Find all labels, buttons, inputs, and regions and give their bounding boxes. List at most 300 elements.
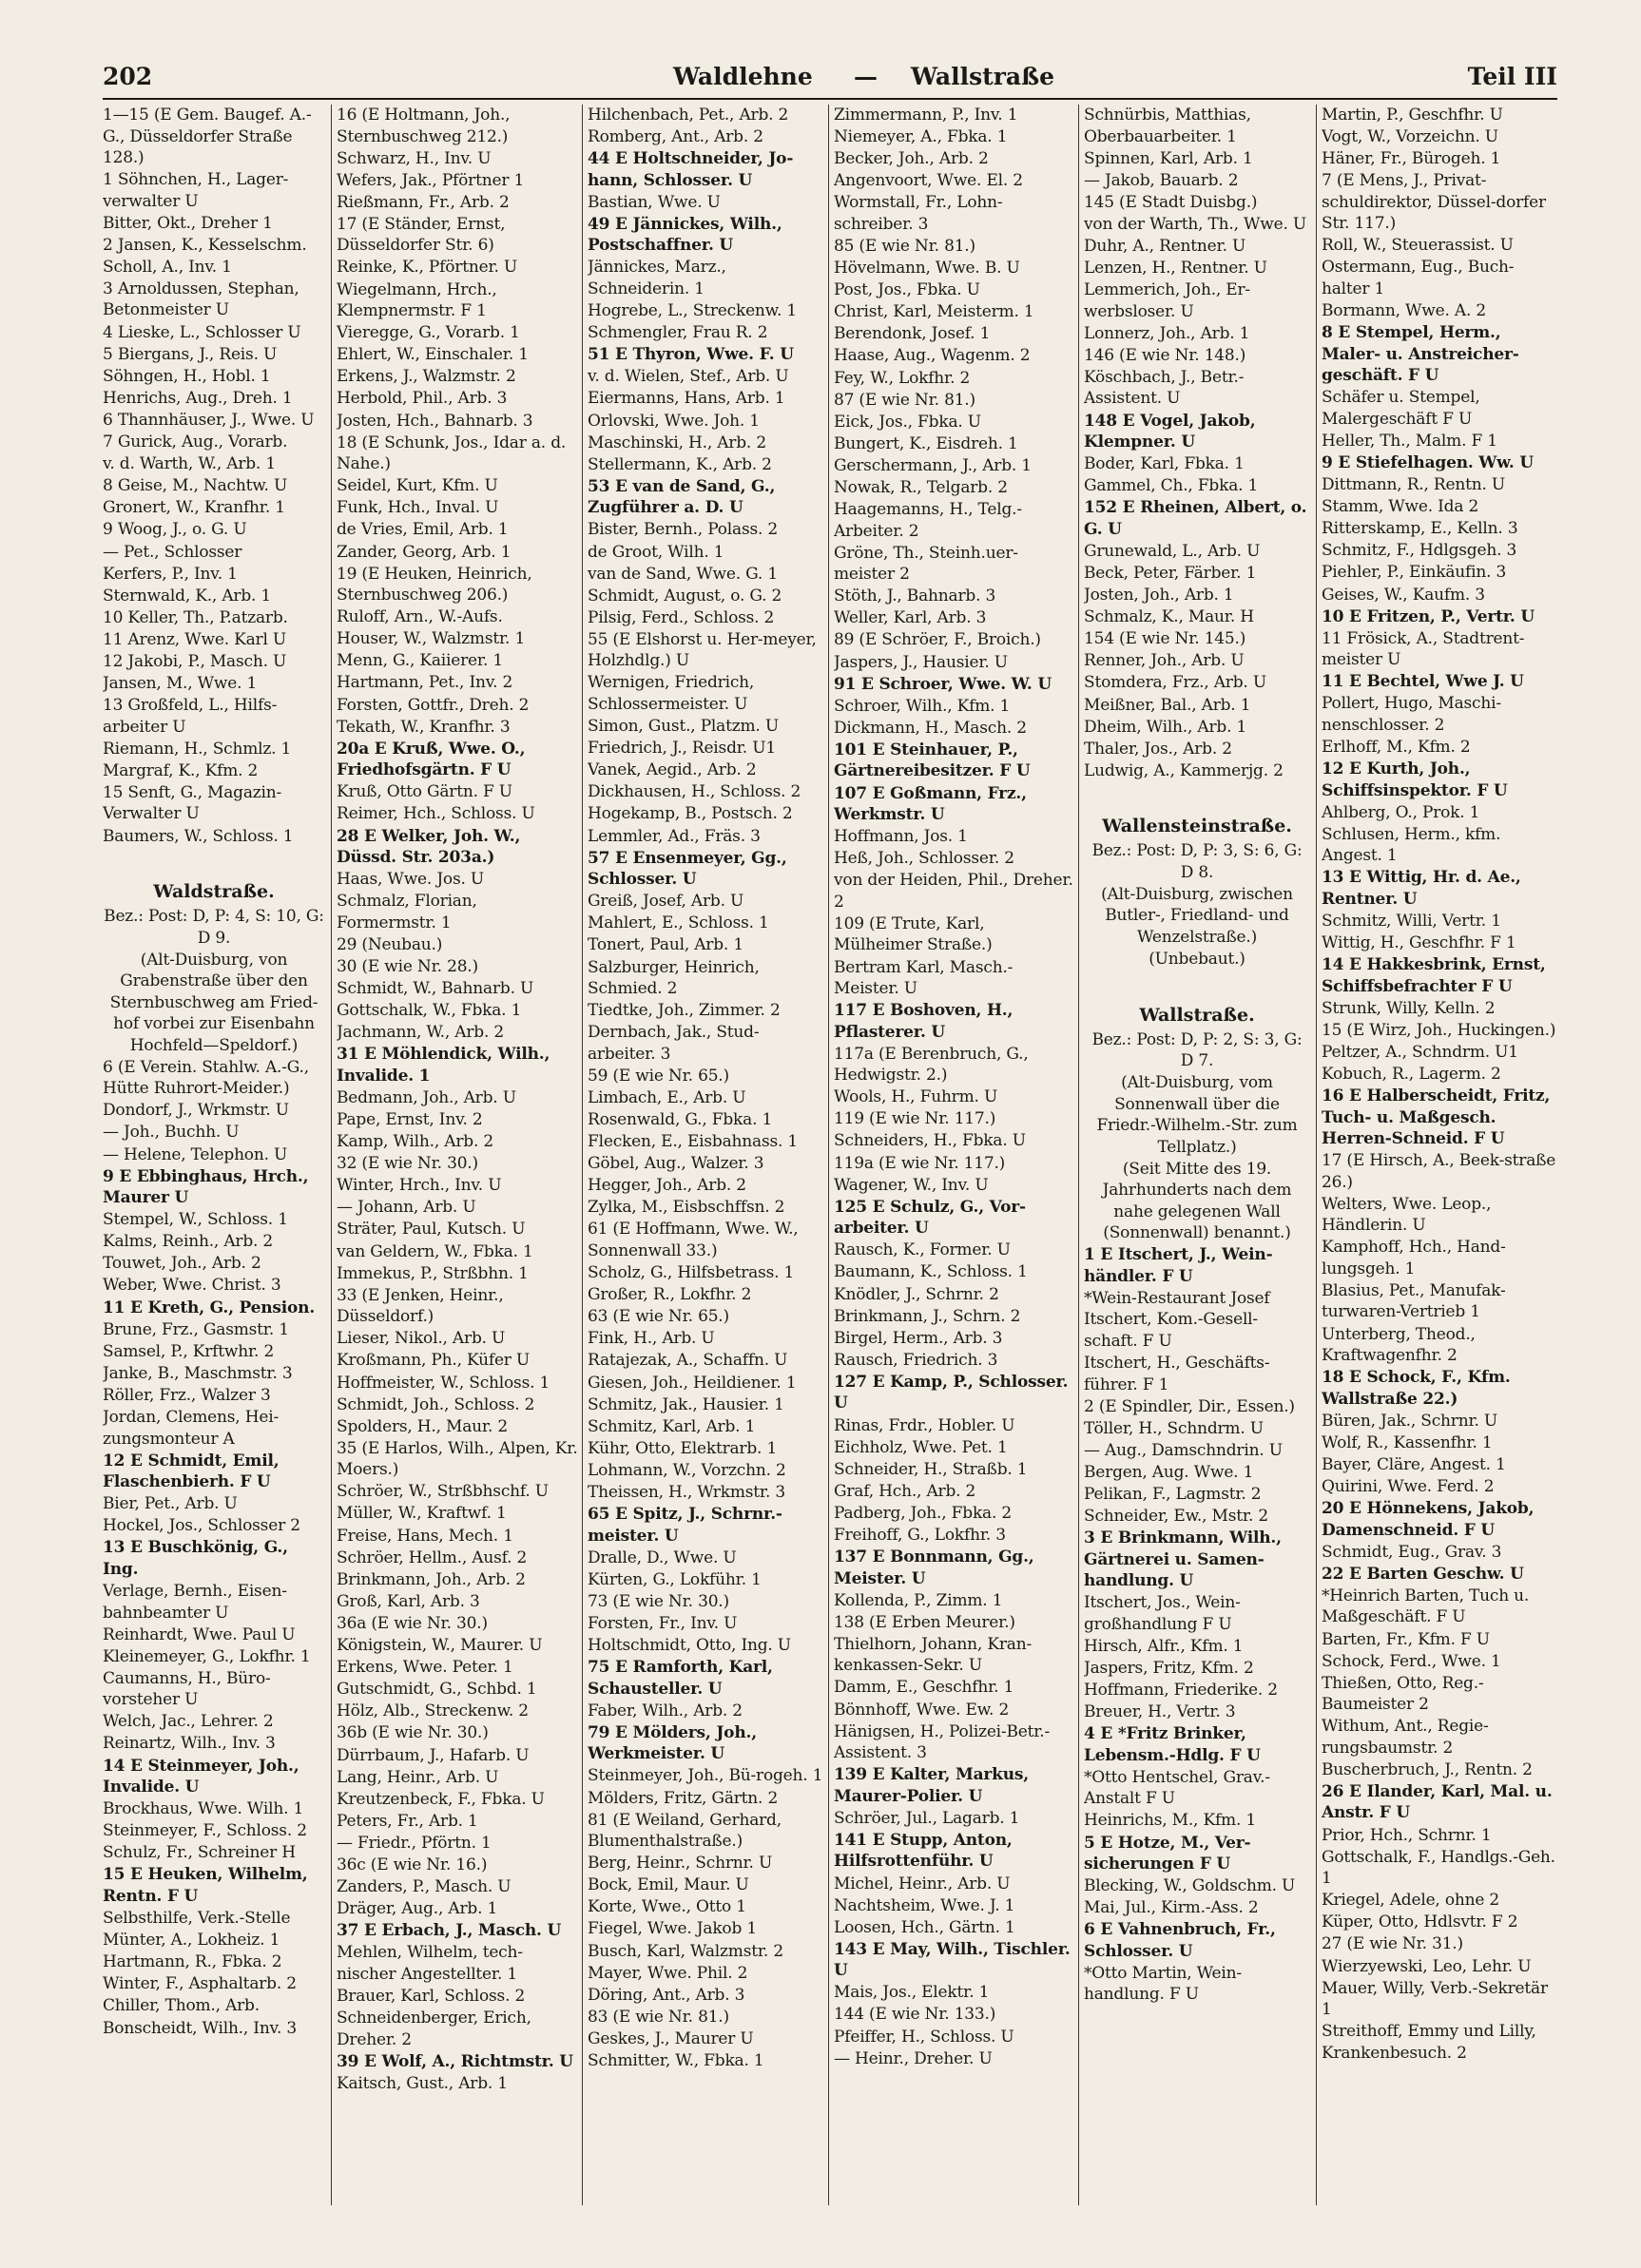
directory-entry: Hövelmann, Wwe. B. U <box>834 259 1020 279</box>
directory-entry: Quirini, Wwe. Ferd. 2 <box>1322 1477 1495 1497</box>
directory-entry: Pfeiffer, H., Schloss. U <box>834 2027 1014 2047</box>
directory-entry: Rausch, Friedrich. 3 <box>834 1350 998 1370</box>
directory-entry: Lohmann, W., Vorzchn. 2 <box>588 1460 786 1480</box>
directory-entry: Kürten, G., Lokführ. 1 <box>588 1569 762 1589</box>
directory-entry: Lenzen, H., Rentner. U <box>1084 259 1267 279</box>
directory-entry: 2 (E Spindler, Dir., Essen.) <box>1084 1396 1295 1416</box>
directory-entry: Mauer, Willy, Verb.-Sekretär 1 <box>1322 1978 1548 2020</box>
directory-entry: 15 (E Wirz, Joh., Huckingen.) <box>1322 1020 1556 1040</box>
running-head-left: Waldlehne <box>673 63 813 90</box>
directory-entry: Salzburger, Heinrich, Schmied. 2 <box>588 957 760 998</box>
directory-entry: Freihoff, G., Lokfhr. 3 <box>834 1525 1006 1545</box>
directory-entry: Fiegel, Wwe. Jakob 1 <box>588 1919 757 1939</box>
directory-entry: Spolders, H., Maur. 2 <box>337 1416 509 1436</box>
directory-entry: — Helene, Telephon. U <box>103 1144 288 1164</box>
directory-entry: 22 E Barten Geschw. U <box>1322 1564 1524 1584</box>
directory-entry: Baumann, K., Schloss. 1 <box>834 1262 1028 1282</box>
directory-entry: Heinrichs, M., Kfm. 1 <box>1084 1811 1256 1831</box>
directory-column-5 <box>1084 105 1310 2205</box>
directory-entry: 51 E Thyron, Wwe. F. U <box>588 345 794 365</box>
directory-entry: Pollert, Hugo, Maschi-nenschlosser. 2 <box>1322 694 1501 735</box>
directory-entry: Gerschermann, J., Arb. 1 <box>834 455 1032 475</box>
directory-entry: Fey, W., Lokfhr. 2 <box>834 368 971 388</box>
directory-entry: Hoffmann, Friederike. 2 <box>1084 1681 1278 1701</box>
street-description: (Alt-Duisburg, vom Sonnenwall über die Friedr.-Wilhelm.-Str. zum Tellplatz.) <box>1096 1073 1298 1157</box>
directory-entry: Schmitter, W., Fbka. 1 <box>588 2051 764 2071</box>
directory-entry: Sträter, Paul, Kutsch. U <box>337 1220 526 1240</box>
directory-entry: 36a (E wie Nr. 30.) <box>337 1613 488 1633</box>
directory-entry: Tekath, W., Kranfhr. 3 <box>337 717 511 737</box>
directory-entry: Hartmann, Pet., Inv. 2 <box>337 673 513 693</box>
directory-column-2 <box>337 105 578 2205</box>
directory-entry: Wormstall, Fr., Lohn-schreiber. 3 <box>834 193 1003 234</box>
directory-entry: 5 E Hotze, M., Ver-sicherungen F U <box>1084 1833 1251 1874</box>
directory-entry: Romberg, Ant., Arb. 2 <box>588 127 763 147</box>
directory-entry: 8 Geise, M., Nachtw. U <box>103 476 288 496</box>
directory-entry: Josten, Hch., Bahnarb. 3 <box>337 411 533 431</box>
directory-entry: 8 E Stempel, Herm., Maler- u. Anstreicher-geschäft. F U <box>1322 323 1519 386</box>
directory-entry: Flecken, E., Eisbahnass. 1 <box>588 1132 799 1152</box>
directory-entry: 145 (E Stadt Duisbg.) <box>1084 192 1258 212</box>
directory-entry: 148 E Vogel, Jakob, Klempner. U <box>1084 411 1256 452</box>
directory-entry: Müller, W., Kraftwf. 1 <box>337 1504 507 1524</box>
directory-entry: Houser, W., Walzmstr. 1 <box>337 629 526 649</box>
directory-entry: Lemmler, Ad., Fräs. 3 <box>588 826 761 846</box>
directory-entry: Röller, Frz., Walzer 3 <box>103 1385 271 1405</box>
directory-entry: 2 Jansen, K., Kesselschm. <box>103 235 307 255</box>
directory-entry: 137 E Bonnmann, Gg., Meister. U <box>834 1547 1034 1588</box>
directory-entry: Gutschmidt, G., Schbd. 1 <box>337 1680 537 1700</box>
directory-entry: Wierzyewski, Leo, Lehr. U <box>1322 1956 1532 1976</box>
directory-entry: Münter, A., Lokheiz. 1 <box>103 1931 280 1951</box>
directory-entry: 107 E Goßmann, Frz., Werkmstr. U <box>834 783 1027 825</box>
directory-entry: — Pet., Schlosser <box>103 542 242 562</box>
directory-entry: van de Sand, Wwe. G. 1 <box>588 564 778 584</box>
directory-entry: Dheim, Wilh., Arb. 1 <box>1084 717 1247 737</box>
column-divider <box>828 105 829 2205</box>
directory-entry: Post, Jos., Fbka. U <box>834 280 980 300</box>
directory-entry: Eiermanns, Hans, Arb. 1 <box>588 389 785 409</box>
directory-entry: Niemeyer, A., Fbka. 1 <box>834 127 1008 147</box>
directory-entry: 63 (E wie Nr. 65.) <box>588 1307 729 1327</box>
directory-entry: Kobuch, R., Lagerm. 2 <box>1322 1065 1501 1084</box>
directory-entry: 37 E Erbach, J., Masch. U <box>337 1921 562 1941</box>
directory-entry: 154 (E wie Nr. 145.) <box>1084 629 1246 649</box>
directory-entry: 7 Gurick, Aug., Vorarb. <box>103 432 288 452</box>
directory-entry: Schwarz, H., Inv. U <box>337 148 492 168</box>
directory-entry: Tiedtke, Joh., Zimmer. 2 <box>588 1001 781 1021</box>
directory-entry: 33 (E Jenken, Heinr., Düsseldorf.) <box>337 1285 504 1327</box>
directory-entry: Margraf, K., Kfm. 2 <box>103 760 259 780</box>
directory-entry: Ostermann, Eug., Buch-halter 1 <box>1322 258 1515 298</box>
directory-entry: Immekus, P., Strßbhn. 1 <box>337 1263 529 1283</box>
directory-entry: Thaler, Jos., Arb. 2 <box>1084 739 1232 759</box>
directory-entry: *Wein-Restaurant Josef Itschert, Kom.-Gesell-schaft. F U <box>1084 1288 1270 1351</box>
directory-entry: Kerfers, P., Inv. 1 <box>103 564 238 584</box>
directory-entry: Samsel, P., Krftwhr. 2 <box>103 1341 275 1361</box>
directory-entry: Schmitz, Karl, Arb. 1 <box>588 1416 756 1436</box>
directory-entry: Köschbach, J., Betr.-Assistent. U <box>1084 367 1245 409</box>
directory-entry: Fink, H., Arb. U <box>588 1329 715 1349</box>
directory-entry: Theissen, H., Wrkmstr. 3 <box>588 1482 785 1502</box>
directory-entry: Breuer, H., Vertr. 3 <box>1084 1702 1236 1722</box>
directory-entry: Gammel, Ch., Fbka. 1 <box>1084 476 1259 496</box>
directory-entry: Erkens, J., Walzmstr. 2 <box>337 367 516 387</box>
directory-entry: Itschert, H., Geschäfts-führer. F 1 <box>1084 1354 1270 1394</box>
directory-entry: Hoffmann, Jos. 1 <box>834 827 968 847</box>
directory-entry: Boder, Karl, Fbka. 1 <box>1084 454 1245 474</box>
directory-entry: Streithoff, Emmy und Lilly, Krankenbesuch. 2 <box>1322 2022 1536 2063</box>
directory-entry: Christ, Karl, Meisterm. 1 <box>834 302 1034 322</box>
street-heading: Waldstraße. <box>153 881 275 903</box>
directory-entry: Bedmann, Joh., Arb. U <box>337 1087 516 1107</box>
directory-entry: Jaspers, J., Hausier. U <box>834 652 1008 672</box>
directory-entry: 117 E Boshoven, H., Pflasterer. U <box>834 1001 1014 1042</box>
directory-entry: Rinas, Frdr., Hobler. U <box>834 1415 1015 1435</box>
directory-entry: 125 E Schulz, G., Vor-arbeiter. U <box>834 1197 1026 1239</box>
directory-entry: 11 Frösick, A., Stadtrent-meister U <box>1322 628 1525 670</box>
directory-entry: Schulz, Fr., Schreiner H <box>103 1843 296 1863</box>
directory-entry: Bertram Karl, Masch.-Meister. U <box>834 957 1014 998</box>
directory-entry: 89 (E Schröer, F., Broich.) <box>834 630 1041 650</box>
directory-entry: 15 E Heuken, Wilhelm, Rentn. F U <box>103 1865 308 1906</box>
directory-entry: Dickmann, H., Masch. 2 <box>834 718 1027 738</box>
directory-entry: 11 Arenz, Wwe. Karl U <box>103 629 287 649</box>
page-header <box>103 63 1557 101</box>
directory-entry: Withum, Ant., Regie-rungsbaumstr. 2 <box>1322 1717 1489 1758</box>
directory-entry: v. d. Warth, W., Arb. 1 <box>103 454 276 474</box>
directory-entry: Dittmann, R., Rentn. U <box>1322 475 1506 495</box>
directory-entry: Spinnen, Karl, Arb. 1 <box>1084 148 1253 168</box>
column-divider <box>331 105 332 2205</box>
directory-entry: Chiller, Thom., Arb. <box>103 1996 260 2016</box>
directory-entry: Stempel, W., Schloss. 1 <box>103 1210 288 1230</box>
directory-entry: Bier, Pet., Arb. U <box>103 1494 238 1514</box>
directory-entry: Scholl, A., Inv. 1 <box>103 257 232 277</box>
directory-entry: Mölders, Fritz, Gärtn. 2 <box>588 1788 779 1808</box>
directory-entry: Freise, Hans, Mech. 1 <box>337 1526 513 1546</box>
directory-entry: 3 Arnoldussen, Stephan, Betonmeister U <box>103 279 299 320</box>
directory-entry: Brinkmann, Joh., Arb. 2 <box>337 1569 526 1589</box>
directory-entry: 18 (E Schunk, Jos., Idar a. d. Nahe.) <box>337 432 567 474</box>
directory-entry: 55 (E Elshorst u. Her-meyer, Holzhdlg.) U <box>588 629 817 671</box>
directory-entry: Peltzer, A., Schndrm. U1 <box>1322 1042 1518 1062</box>
directory-entry: 9 E Ebbinghaus, Hrch., Maurer U <box>103 1166 309 1208</box>
directory-entry: 85 (E wie Nr. 81.) <box>834 236 975 256</box>
directory-entry: Damm, E., Geschfhr. 1 <box>834 1678 1014 1698</box>
directory-entry: Mehlen, Wilhelm, tech-nischer Angestellter. 1 <box>337 1943 523 1984</box>
directory-entry: Pelikan, F., Lagmstr. 2 <box>1084 1484 1262 1504</box>
directory-entry: Josten, Joh., Arb. 1 <box>1084 586 1234 605</box>
directory-entry: 5 Biergans, J., Reis. U <box>103 344 278 364</box>
directory-entry: Hogrebe, L., Streckenw. 1 <box>588 301 798 321</box>
directory-entry: Schmalz, Florian, Formermstr. 1 <box>337 892 477 932</box>
directory-entry: 49 E Jännickes, Wilh., Postschaffner. U <box>588 214 782 256</box>
directory-entry: 79 E Mölders, Joh., Werkmeister. U <box>588 1722 757 1764</box>
directory-entry: Schmitz, Willi, Vertr. 1 <box>1322 911 1501 931</box>
directory-entry: Mais, Jos., Elektr. 1 <box>834 1983 990 2003</box>
directory-entry: Hölz, Alb., Streckenw. 2 <box>337 1701 529 1721</box>
street-description: Bez.: Post: D, P: 2, S: 3, G: D 7. <box>1091 1029 1303 1071</box>
directory-entry: 13 E Buschkönig, G., Ing. <box>103 1538 288 1579</box>
directory-entry: 27 (E wie Nr. 31.) <box>1322 1934 1463 1954</box>
header-rule <box>103 98 1557 100</box>
directory-entry: 32 (E wie Nr. 30.) <box>337 1154 478 1174</box>
directory-entry: Weller, Karl, Arb. 3 <box>834 608 987 628</box>
directory-entry: Busch, Karl, Walzmstr. 2 <box>588 1941 783 1961</box>
street-description: (Alt-Duisburg, von Grabenstraße über den Sternbuschweg am Fried-hof vorbei zur Eisenbahn Hochfeld—Speldorf.) <box>109 950 319 1055</box>
directory-entry: Duhr, A., Rentner. U <box>1084 236 1246 256</box>
directory-entry: Vieregge, G., Vorarb. 1 <box>337 323 520 343</box>
directory-entry: 73 (E wie Nr. 30.) <box>588 1591 729 1611</box>
directory-entry: Büren, Jak., Schrnr. U <box>1322 1411 1498 1431</box>
directory-entry: 119a (E wie Nr. 117.) <box>834 1153 1006 1173</box>
directory-entry: Wiegelmann, Hrch., Klempnermstr. F 1 <box>337 279 497 321</box>
directory-entry: de Groot, Wilh. 1 <box>588 542 724 562</box>
directory-entry: 36b (E wie Nr. 30.) <box>337 1723 489 1743</box>
directory-entry: Dondorf, J., Wrkmstr. U <box>103 1101 289 1121</box>
directory-entry: *Otto Martin, Wein-handlung. F U <box>1084 1963 1242 2005</box>
directory-entry: Verlage, Bernh., Eisen-bahnbeamter U <box>103 1582 287 1623</box>
directory-entry: Pape, Ernst, Inv. 2 <box>337 1109 483 1129</box>
directory-entry: Eichholz, Wwe. Pet. 1 <box>834 1437 1008 1457</box>
directory-entry: Schneider, H., Straßb. 1 <box>834 1459 1028 1479</box>
directory-entry: Grunewald, L., Arb. U <box>1084 541 1261 561</box>
directory-entry: Bock, Emil, Maur. U <box>588 1875 749 1895</box>
directory-entry: Schneiders, H., Fbka. U <box>834 1131 1026 1151</box>
directory-entry: Steinmeyer, F., Schloss. 2 <box>103 1821 307 1841</box>
directory-entry: Stomdera, Frz., Arb. U <box>1084 673 1266 693</box>
directory-entry: Eick, Jos., Fbka. U <box>834 412 981 432</box>
directory-entry: Ehlert, W., Einschaler. 1 <box>337 345 529 365</box>
street-description: Bez.: Post: D, P: 4, S: 10, G: D 9. <box>104 907 324 948</box>
directory-entry: Jachmann, W., Arb. 2 <box>337 1023 505 1043</box>
directory-entry: Barten, Fr., Kfm. F U <box>1322 1629 1490 1649</box>
directory-entry: Herbold, Phil., Arb. 3 <box>337 389 508 409</box>
directory-entry: de Vries, Emil, Arb. 1 <box>337 520 509 540</box>
directory-entry: Weber, Wwe. Christ. 3 <box>103 1276 281 1296</box>
street-description: (Alt-Duisburg, zwischen Butler-, Friedland- und Wenzelstraße.) <box>1101 884 1293 947</box>
directory-entry: 7 (E Mens, J., Privat-schuldirektor, Düssel-dorfer Str. 117.) <box>1322 171 1546 234</box>
directory-entry: Vanek, Aegid., Arb. 2 <box>588 760 757 780</box>
directory-entry: 109 (E Trute, Karl, Mülheimer Straße.) <box>834 913 993 955</box>
directory-entry: 15 Senft, G., Magazin-Verwalter U <box>103 782 282 824</box>
directory-entry: Erkens, Wwe. Peter. 1 <box>337 1658 513 1678</box>
directory-entry: Gottschalk, F., Handlgs.-Geh. 1 <box>1322 1847 1555 1889</box>
directory-entry: Ludwig, A., Kammerjg. 2 <box>1084 760 1284 780</box>
directory-entry: Orlovski, Wwe. Joh. 1 <box>588 411 760 431</box>
directory-entry: 14 E Steinmeyer, Joh., Invalide. U <box>103 1756 299 1797</box>
directory-entry: 152 E Rheinen, Albert, o. G. U <box>1084 498 1307 539</box>
directory-entry: Reinhardt, Wwe. Paul U <box>103 1624 296 1644</box>
directory-entry: 12 Jakobi, P., Masch. U <box>103 651 287 671</box>
directory-entry: Welters, Wwe. Leop., Händlerin. U <box>1322 1194 1492 1236</box>
directory-entry: Mahlert, E., Schloss. 1 <box>588 913 769 933</box>
directory-entry: Faber, Wilh., Arb. 2 <box>588 1701 743 1720</box>
directory-entry: Zimmermann, P., Inv. 1 <box>834 106 1018 125</box>
street-description: (Unbebaut.) <box>1149 950 1245 970</box>
directory-entry: Schmidt, August, o. G. 2 <box>588 586 782 605</box>
directory-entry: Lang, Heinr., Arb. U <box>337 1767 499 1787</box>
directory-entry: 3 E Brinkmann, Wilh., Gärtnerei u. Samen-handlung. U <box>1084 1528 1282 1591</box>
directory-entry: Wittig, H., Geschfhr. F 1 <box>1322 933 1516 953</box>
directory-entry: Angenvoort, Wwe. El. 2 <box>834 171 1023 191</box>
directory-entry: Lemmerich, Joh., Er-werbsloser. U <box>1084 280 1250 321</box>
directory-entry: Wernigen, Friedrich, Schlossermeister. U <box>588 673 755 714</box>
directory-entry: Giesen, Joh., Heildiener. 1 <box>588 1373 797 1393</box>
directory-entry: Haagemanns, H., Telg.-Arbeiter. 2 <box>834 500 1022 541</box>
directory-entry: Kollenda, P., Zimm. 1 <box>834 1590 1003 1610</box>
directory-entry: Schlusen, Herm., kfm. Angest. 1 <box>1322 824 1501 866</box>
directory-entry: Tonert, Paul, Arb. 1 <box>588 935 743 955</box>
directory-entry: Buscherbruch, J., Rentn. 2 <box>1322 1759 1533 1779</box>
directory-entry: 143 E May, Wilh., Tischler. U <box>834 1939 1071 1981</box>
directory-entry: 20a E Kruß, Wwe. O., Friedhofsgärtn. F U <box>337 739 526 780</box>
directory-entry: Vogt, W., Vorzeichn. U <box>1322 127 1498 147</box>
directory-entry: Ratajezak, A., Schaffn. U <box>588 1351 788 1371</box>
directory-entry: 13 E Wittig, Hr. d. Ae., Rentner. U <box>1322 868 1521 909</box>
directory-entry: 141 E Stupp, Anton, Hilfsrottenführ. U <box>834 1830 1013 1872</box>
directory-entry: Heß, Joh., Schlosser. 2 <box>834 849 1014 869</box>
directory-entry: Schäfer u. Stempel, Malergeschäft F U <box>1322 388 1480 429</box>
directory-entry: 11 E Kreth, G., Pension. <box>103 1297 316 1317</box>
directory-entry: Lieser, Nikol., Arb. U <box>337 1329 506 1349</box>
directory-entry: Großer, R., Lokfhr. 2 <box>588 1285 752 1305</box>
directory-entry: Birgel, Herm., Arb. 3 <box>834 1328 1003 1348</box>
directory-entry: 10 E Fritzen, P., Vertr. U <box>1322 606 1535 626</box>
directory-entry: Söhngen, H., Hobl. 1 <box>103 366 271 386</box>
directory-entry: Haas, Wwe. Jos. U <box>337 870 485 890</box>
directory-entry: Kalms, Reinh., Arb. 2 <box>103 1232 274 1252</box>
directory-entry: Friedrich, J., Reisdr. U1 <box>588 739 776 759</box>
directory-entry: Schmidt, W., Bahnarb. U <box>337 979 534 998</box>
directory-entry: 1—15 (E Gem. Baugef. A.-G., Düsseldorfer Straße 128.) <box>103 106 312 167</box>
directory-entry: Bister, Bernh., Polass. 2 <box>588 520 779 540</box>
directory-entry: — Jakob, Bauarb. 2 <box>1084 170 1239 190</box>
directory-entry: — Aug., Damschndrin. U <box>1084 1440 1283 1460</box>
directory-entry: 36c (E wie Nr. 16.) <box>337 1855 488 1874</box>
directory-entry: Henrichs, Aug., Dreh. 1 <box>103 388 293 408</box>
directory-entry: 1 E Itschert, J., Wein-händler. F U <box>1084 1245 1273 1286</box>
directory-entry: Hockel, Jos., Schlosser 2 <box>103 1516 300 1536</box>
directory-entry: Hirsch, Alfr., Kfm. 1 <box>1084 1636 1244 1656</box>
directory-entry: Caumanns, H., Büro-vorsteher U <box>103 1668 271 1710</box>
directory-entry: Geskes, J., Maurer U <box>588 2028 754 2048</box>
directory-entry: 146 (E wie Nr. 148.) <box>1084 345 1246 365</box>
directory-entry: Lonnerz, Joh., Arb. 1 <box>1084 323 1250 343</box>
directory-entry: Schmitz, Jak., Hausier. 1 <box>588 1394 784 1414</box>
directory-entry: 101 E Steinhauer, P., Gärtnereibesitzer. F U <box>834 740 1031 781</box>
directory-entry: — Heinr., Dreher. U <box>834 2048 993 2068</box>
directory-entry: Brune, Frz., Gasmstr. 1 <box>103 1319 289 1339</box>
directory-entry: Wagener, W., Inv. U <box>834 1175 989 1195</box>
directory-entry: Steinmeyer, Joh., Bü-rogeh. 1 <box>588 1766 823 1786</box>
directory-entry: Königstein, W., Maurer. U <box>337 1636 543 1656</box>
directory-entry: 4 Lieske, L., Schlosser U <box>103 322 301 342</box>
directory-entry: 127 E Kamp, P., Schlosser. U <box>834 1372 1069 1413</box>
directory-entry: 35 (E Harlos, Wilh., Alpen, Kr. Moers.) <box>337 1438 578 1480</box>
directory-entry: 14 E Hakkesbrink, Ernst, Schiffsbefrachter F U <box>1322 955 1546 996</box>
directory-entry: 44 E Holtschneider, Jo-hann, Schlosser. U <box>588 149 794 190</box>
directory-entry: Jännickes, Marz., Schneiderin. 1 <box>588 258 726 298</box>
directory-entry: Jordan, Clemens, Hei-zungsmonteur A <box>103 1408 279 1449</box>
directory-column-3 <box>588 105 823 2205</box>
directory-entry: Bitter, Okt., Dreher 1 <box>103 213 273 233</box>
directory-entry: Schmengler, Frau R. 2 <box>588 323 768 343</box>
directory-entry: Schnürbis, Matthias, Oberbauarbeiter. 1 <box>1084 106 1251 146</box>
directory-entry: Seidel, Kurt, Kfm. U <box>337 476 498 496</box>
directory-entry: 6 (E Verein. Stahlw. A.-G., Hütte Ruhrort-Meider.) <box>103 1057 309 1099</box>
directory-entry: Meißner, Bal., Arb. 1 <box>1084 695 1251 715</box>
directory-entry: Töller, H., Schndrm. U <box>1084 1418 1264 1438</box>
directory-entry: Heller, Th., Malm. F 1 <box>1322 431 1497 451</box>
directory-entry: Unterberg, Theod., Kraftwagenfhr. 2 <box>1322 1324 1476 1366</box>
directory-entry: Mai, Jul., Kirm.-Ass. 2 <box>1084 1898 1259 1918</box>
column-divider <box>1316 105 1317 2205</box>
directory-entry: Schmidt, Joh., Schloss. 2 <box>337 1394 535 1414</box>
directory-entry: Baumers, W., Schloss. 1 <box>103 826 294 846</box>
directory-entry: 57 E Ensenmeyer, Gg., Schlosser. U <box>588 848 787 890</box>
street-description: Bez.: Post: D, P: 3, S: 6, G: D 8. <box>1091 841 1303 882</box>
directory-entry: Dickhausen, H., Schloss. 2 <box>588 782 801 802</box>
running-head-dash: — <box>854 63 878 90</box>
directory-entry: Menn, G., Kaiierer. 1 <box>337 651 503 671</box>
directory-entry: Dürrbaum, J., Hafarb. U <box>337 1745 530 1765</box>
directory-entry: Brinkmann, J., Schrn. 2 <box>834 1306 1021 1326</box>
directory-entry: Berendonk, Josef. 1 <box>834 324 991 344</box>
directory-entry: Haase, Aug., Wagenm. 2 <box>834 346 1031 366</box>
directory-entry: 83 (E wie Nr. 81.) <box>588 2007 729 2027</box>
directory-entry: 19 (E Heuken, Heinrich, Sternbuschweg 206.) <box>337 564 532 605</box>
directory-entry: Mayer, Wwe. Phil. 2 <box>588 1963 748 1983</box>
directory-entry: Bonscheidt, Wilh., Inv. 3 <box>103 2018 297 2038</box>
directory-entry: 13 Großfeld, L., Hilfs-arbeiter U <box>103 696 278 737</box>
directory-entry: Zander, Georg, Arb. 1 <box>337 542 512 562</box>
directory-entry: 11 E Bechtel, Wwe J. U <box>1322 672 1524 692</box>
directory-entry: *Otto Hentschel, Grav.-Anstalt F U <box>1084 1767 1270 1809</box>
directory-entry: Reinartz, Wilh., Inv. 3 <box>103 1734 276 1754</box>
directory-entry: 30 (E wie Nr. 28.) <box>337 956 478 976</box>
directory-entry: von der Warth, Th., Wwe. U <box>1084 214 1307 234</box>
directory-column-6 <box>1322 105 1557 2205</box>
directory-entry: von der Heiden, Phil., Dreher. 2 <box>834 871 1073 912</box>
directory-entry: Bormann, Wwe. A. 2 <box>1322 301 1487 321</box>
directory-entry: Berg, Heinr., Schrnr. U <box>588 1854 773 1874</box>
directory-entry: Gröne, Th., Steinh.uer-meister 2 <box>834 543 1018 585</box>
directory-entry: Wools, H., Fuhrm. U <box>834 1087 998 1107</box>
directory-entry: Nowak, R., Telgarb. 2 <box>834 478 1008 497</box>
directory-entry: 87 (E wie Nr. 81.) <box>834 390 975 410</box>
directory-entry: Schmalz, K., Maur. H <box>1084 607 1254 627</box>
directory-entry: Martin, P., Geschfhr. U <box>1322 106 1503 125</box>
directory-entry: Schröer, W., Strßbhschf. U <box>337 1482 549 1502</box>
directory-entry: Janke, B., Maschmstr. 3 <box>103 1363 293 1383</box>
directory-entry: Kreutzenbeck, F., Fbka. U <box>337 1789 545 1809</box>
directory-entry: Bayer, Cläre, Angest. 1 <box>1322 1454 1506 1474</box>
directory-entry: Sternwald, K., Arb. 1 <box>103 586 272 605</box>
directory-entry: Bergen, Aug. Wwe. 1 <box>1084 1462 1254 1482</box>
directory-entry: Zanders, P., Masch. U <box>337 1877 512 1897</box>
directory-entry: 10 Keller, Th., P.atzarb. <box>103 607 288 627</box>
directory-entry: 16 E Halberscheidt, Fritz, Tuch- u. Maßgesch. Herren-Schneid. F U <box>1322 1086 1551 1149</box>
directory-entry: *Heinrich Barten, Tuch u. Maßgeschäft. F U <box>1322 1586 1530 1627</box>
directory-entry: Häner, Fr., Bürogeh. 1 <box>1322 149 1501 169</box>
directory-entry: Reinke, K., Pförtner. U <box>337 258 518 278</box>
directory-entry: Rausch, K., Former. U <box>834 1240 1011 1260</box>
directory-entry: Becker, Joh., Arb. 2 <box>834 149 989 169</box>
directory-entry: Padberg, Joh., Fbka. 2 <box>834 1503 1012 1523</box>
directory-entry: Rießmann, Fr., Arb. 2 <box>337 192 510 212</box>
